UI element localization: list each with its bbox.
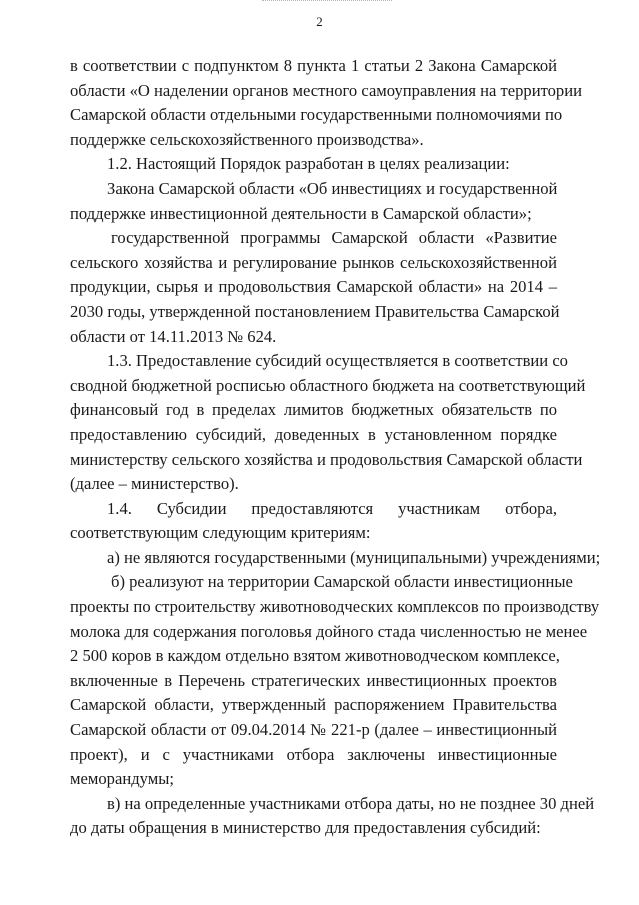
text-line: министерству сельского хозяйства и продовольствия Самарской области <box>70 449 583 469</box>
text-line: Самарской области отдельными государственными полномочиями по <box>70 105 563 125</box>
text-line: области от 14.11.2013 № 624. <box>70 326 277 346</box>
text-line: молока для содержания поголовья дойного стада численностью не менее <box>70 621 588 641</box>
text-line: (далее – министерство). <box>70 474 239 494</box>
text-line: государственной программы Самарской области «Развитие <box>111 228 557 248</box>
text-line: меморандумы; <box>70 769 174 789</box>
page-number: 2 <box>316 14 323 29</box>
text-line: до даты обращения в министерство для предоставления субсидий: <box>70 818 541 838</box>
text-line: Самарской области от 09.04.2014 № 221-р (далее – инвестиционный <box>70 720 557 740</box>
text-line: Закона Самарской области «Об инвестициях и государственной <box>107 178 558 198</box>
text-line: проекты по строительству животноводческих комплексов по производству <box>70 597 600 617</box>
document-body <box>70 54 601 841</box>
text-line: предоставлению субсидий, доведенных в установленном порядке <box>70 424 557 444</box>
text-line: соответствующим следующим критериям: <box>70 523 371 543</box>
text-line: области «О наделении органов местного самоуправления на территории <box>70 80 582 100</box>
text-line: в) на определенные участниками отбора даты, но не позднее 30 дней <box>107 793 595 813</box>
text-line: Самарской области, утвержденный распоряжением Правительства <box>70 695 557 715</box>
text-line: 2 500 коров в каждом отдельно взятом животноводческом комплексе, <box>70 646 560 666</box>
text-line: 1.4. Субсидии предоставляются участникам отбора, <box>107 498 557 518</box>
text-line: финансовый год в пределах лимитов бюджетных обязательств по <box>70 400 557 420</box>
text-line: продукции, сырья и продовольствия Самарской области» на 2014 – <box>70 277 557 297</box>
text-line: а) не являются государственными (муниципальными) учреждениями; <box>107 547 601 567</box>
text-line: поддержке сельскохозяйственного производства». <box>70 129 424 149</box>
text-line: проект), и с участниками отбора заключены инвестиционные <box>70 744 557 764</box>
text-line: 2030 годы, утвержденной постановлением Правительства Самарской <box>70 301 560 321</box>
text-line: сельского хозяйства и регулирование рынков сельскохозяйственной <box>70 252 557 272</box>
text-line: в соответствии с подпунктом 8 пункта 1 статьи 2 Закона Самарской <box>70 56 557 75</box>
top-edge-rule <box>262 0 392 2</box>
text-line: сводной бюджетной росписью областного бюджета на соответствующий <box>70 375 586 395</box>
text-line: 1.3. Предоставление субсидий осуществляется в соответствии со <box>107 351 568 371</box>
text-line: поддержке инвестиционной деятельности в Самарской области»; <box>70 203 532 223</box>
text-line: включенные в Перечень стратегических инвестиционных проектов <box>70 670 557 690</box>
text-line: б) реализуют на территории Самарской области инвестиционные <box>111 572 573 592</box>
text-line: 1.2. Настоящий Порядок разработан в целях реализации: <box>107 154 510 174</box>
